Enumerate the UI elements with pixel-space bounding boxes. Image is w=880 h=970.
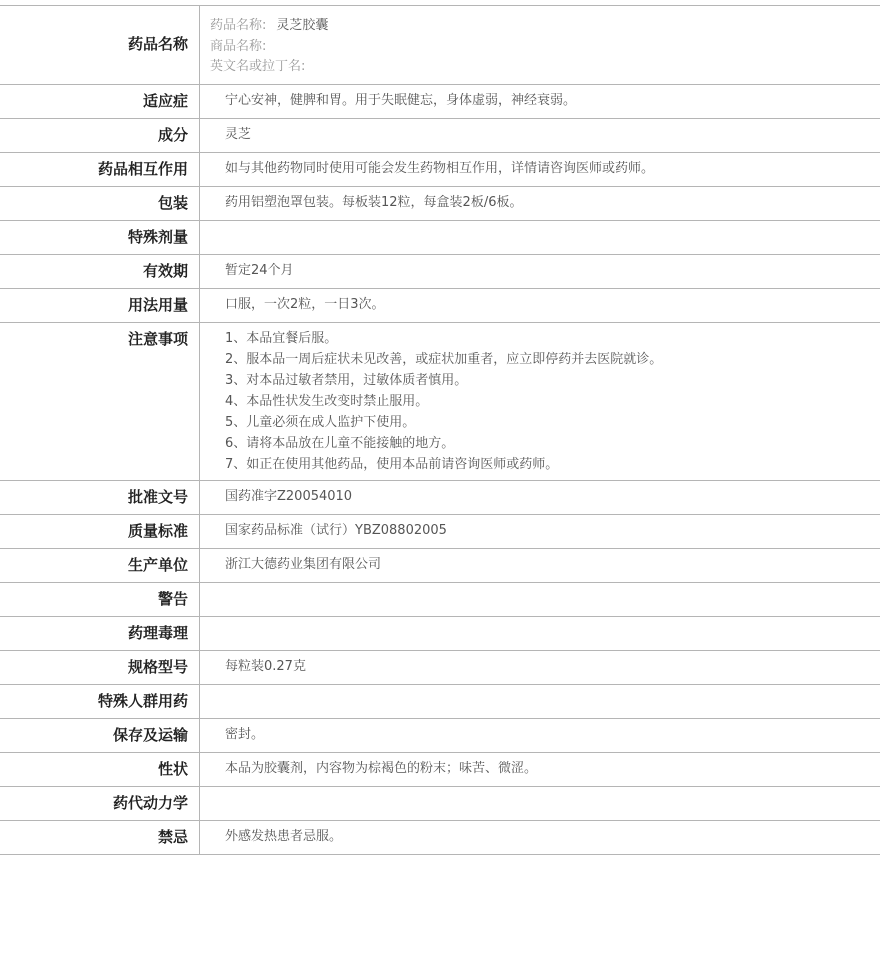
spec-value: 外感发热患者忌服。 [225,829,343,844]
spec-row [0,549,880,583]
spec-label: 警告 [0,583,200,616]
drug-name-label: 药品名称 [0,6,200,84]
spec-label: 特殊剂量 [0,221,200,254]
generic-name-value: 灵芝胶囊 [276,18,329,33]
spec-label: 有效期 [0,255,200,288]
spec-row [0,289,880,323]
spec-row [0,685,880,719]
notes-item: 4、本品性状发生改变时禁止服用。 [225,394,429,409]
spec-label: 保存及运输 [0,719,200,752]
notes-row [0,323,880,481]
spec-label: 禁忌 [0,821,200,854]
generic-name-key: 药品名称: [210,18,267,33]
drug-name-cell [200,6,880,84]
notes-item: 2、服本品一周后症状未见改善，或症状加重者，应立即停药并去医院就诊。 [225,352,663,367]
drug-spec-table [0,5,880,855]
spec-label: 特殊人群用药 [0,685,200,718]
rows-after-notes [0,481,880,855]
spec-label: 用法用量 [0,289,200,322]
notes-list [200,323,880,480]
spec-value: 密封。 [225,727,265,742]
spec-row [0,481,880,515]
spec-value: 口服，一次2粒，一日3次。 [225,297,385,312]
spec-row [0,617,880,651]
trade-name-key: 商品名称: [210,38,267,54]
spec-row [0,821,880,855]
spec-value: 本品为胶囊剂，内容物为棕褐色的粉末；味苦、微涩。 [225,761,538,776]
spec-row [0,187,880,221]
spec-label: 批准文号 [0,481,200,514]
spec-label: 性状 [0,753,200,786]
spec-row [0,787,880,821]
spec-label: 生产单位 [0,549,200,582]
generic-name-line [210,16,880,37]
spec-value: 灵芝 [225,127,252,142]
notes-label: 注意事项 [0,323,200,480]
spec-label: 适应症 [0,85,200,118]
spec-value: 国家药品标准（试行）YBZ08802005 [225,523,447,538]
spec-label: 药品相互作用 [0,153,200,186]
spec-label: 规格型号 [0,651,200,684]
spec-value: 药用铝塑泡罩包装。每板装12粒，每盒装2板/6板。 [225,195,523,210]
spec-value [200,787,880,820]
spec-value [200,583,880,616]
notes-item: 7、如正在使用其他药品，使用本品前请咨询医师或药师。 [225,457,559,472]
spec-value [200,617,880,650]
notes-item: 1、本品宜餐后服。 [225,331,338,346]
spec-row [0,85,880,119]
spec-value: 如与其他药物同时使用可能会发生药物相互作用，详情请咨询医师或药师。 [225,161,655,176]
spec-label: 包装 [0,187,200,220]
spec-row [0,583,880,617]
latin-name-line [210,57,880,78]
spec-value [200,685,880,718]
spec-value [200,221,880,254]
notes-item: 6、请将本品放在儿童不能接触的地方。 [225,436,455,451]
spec-row [0,651,880,685]
spec-row [0,221,880,255]
spec-label: 药理毒理 [0,617,200,650]
spec-value: 宁心安神，健脾和胃。用于失眠健忘，身体虚弱，神经衰弱。 [225,93,577,108]
spec-row [0,255,880,289]
spec-row [0,753,880,787]
trade-name-line [210,37,880,58]
spec-label: 成分 [0,119,200,152]
spec-value: 每粒装0.27克 [225,659,306,674]
spec-row [0,719,880,753]
spec-row [0,515,880,549]
latin-name-key: 英文名或拉丁名: [210,59,306,74]
spec-label: 质量标准 [0,515,200,548]
spec-label: 药代动力学 [0,787,200,820]
drug-name-row [0,6,880,85]
rows-before-notes [0,85,880,323]
spec-row [0,119,880,153]
notes-item: 5、儿童必须在成人监护下使用。 [225,415,416,430]
notes-item: 3、对本品过敏者禁用，过敏体质者慎用。 [225,373,468,388]
spec-value: 浙江大德药业集团有限公司 [225,557,382,572]
spec-value: 国药准字Z20054010 [225,489,353,504]
spec-value: 暂定24个月 [225,263,294,278]
spec-row [0,153,880,187]
